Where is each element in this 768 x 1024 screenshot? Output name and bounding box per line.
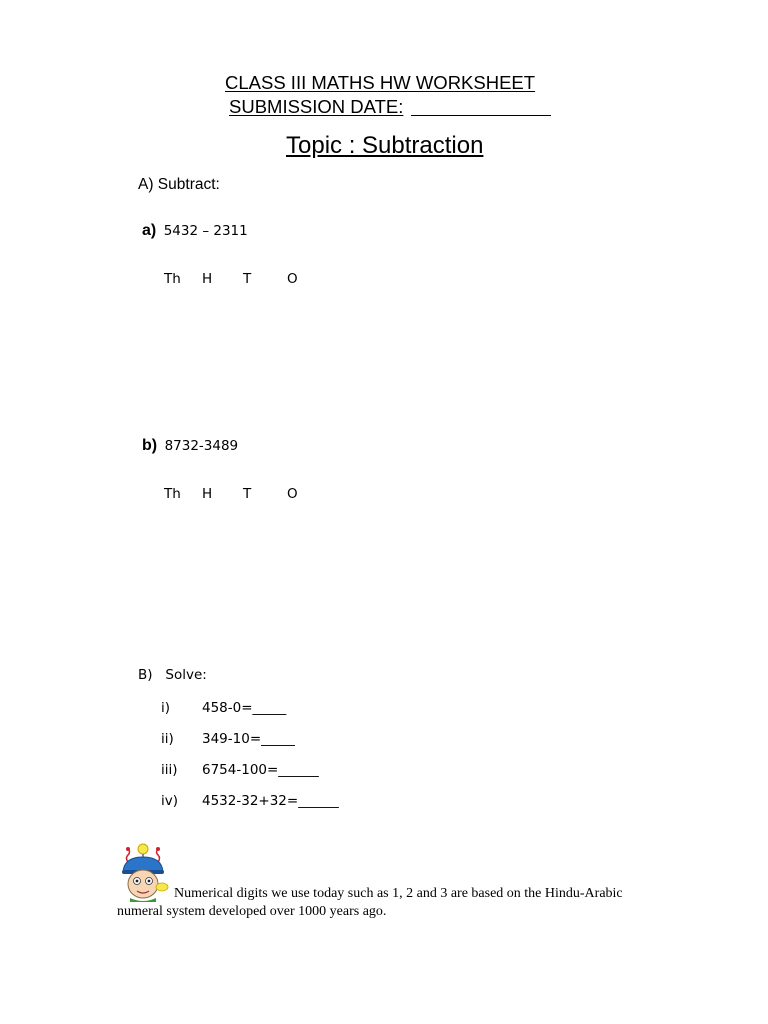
submission-date-label: SUBMISSION DATE:	[229, 96, 404, 117]
section-b-heading: B) Solve:	[138, 667, 207, 683]
place-thousands: Th	[164, 271, 181, 287]
solve-item-num: iv)	[161, 793, 179, 809]
place-hundreds: H	[202, 271, 213, 287]
submission-date-blank[interactable]	[411, 115, 551, 116]
solve-item-num: iii)	[161, 762, 178, 778]
solve-item-num: i)	[161, 700, 171, 716]
place-value-header-b	[164, 486, 298, 502]
question-a-label: a)	[142, 222, 157, 239]
cartoon-kid-icon	[114, 842, 172, 904]
question-b-label: b)	[142, 437, 158, 454]
solve-item-num: ii)	[161, 731, 174, 747]
section-a-heading: A) Subtract:	[138, 176, 220, 193]
question-a-expression: 5432 – 2311	[163, 223, 248, 239]
place-hundreds: H	[202, 486, 213, 502]
fact-line-2: numeral system developed over 1000 years ago.	[117, 904, 387, 919]
page-title: Topic : Subtraction	[286, 132, 484, 159]
place-thousands: Th	[164, 486, 181, 502]
place-tens: T	[243, 486, 252, 502]
place-ones: O	[287, 271, 298, 287]
solve-item-expr: 349-10=_____	[202, 731, 295, 747]
question-b	[142, 437, 238, 455]
question-b-expression: 8732-3489	[164, 438, 239, 454]
worksheet-title: CLASS III MATHS HW WORKSHEET	[225, 72, 536, 93]
solve-item-expr: 4532-32+32=______	[202, 793, 339, 809]
solve-item-expr: 6754-100=______	[202, 762, 319, 778]
solve-item-expr: 458-0=_____	[202, 700, 287, 716]
submission-date	[229, 96, 551, 118]
fact-line-1: Numerical digits we use today such as 1, 2 and 3 are based on the Hindu-Arabic	[174, 886, 623, 901]
place-tens: T	[243, 271, 252, 287]
question-a	[142, 222, 248, 240]
place-ones: O	[287, 486, 298, 502]
place-value-header-a	[164, 271, 298, 287]
